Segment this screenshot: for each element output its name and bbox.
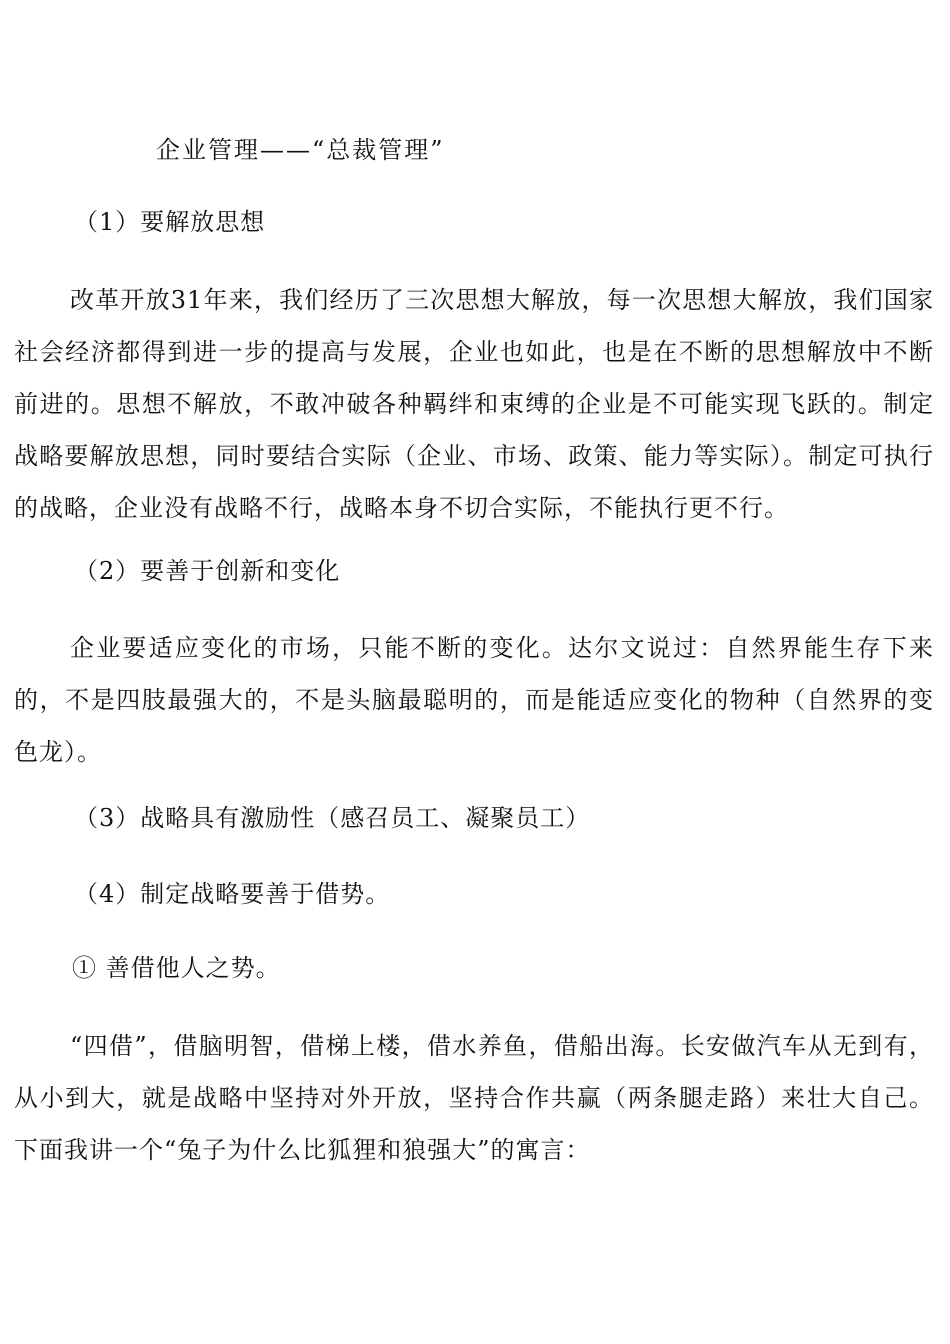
section-heading-4: （4）制定战略要善于借势。 [74, 880, 391, 908]
section-heading-1: （1）要解放思想 [74, 208, 266, 236]
paragraph-1: 改革开放31年来，我们经历了三次思想大解放，每一次思想大解放，我们国家社会经济都得到进一步的提高与发展，企业也如此，也是在不断的思想解放中不断前进的。思想不解放，不敢冲破各种羁绊和束缚的企业是不可能实现飞跃的。制定战略要解放思想，同时要结合实际（企业、市场、政策、能力等实际）。制定可执行的战略，企业没有战略不行，战略本身不切合实际，不能执行更不行。 [14, 286, 934, 522]
paragraph-2: 企业要适应变化的市场，只能不断的变化。达尔文说过：自然界能生存下来的，不是四肢最强大的，不是头脑最聪明的，而是能适应变化的物种（自然界的变色龙）。 [14, 634, 934, 766]
section-heading-3: （3）战略具有激励性（感召员工、凝聚员工） [74, 804, 591, 832]
section-heading-2: （2）要善于创新和变化 [74, 557, 341, 585]
document-title: 企业管理——“总裁管理” [156, 136, 445, 164]
paragraph-3: “四借”，借脑明智，借梯上楼，借水养鱼，借船出海。长安做汽车从无到有，从小到大，就是战略中坚持对外开放，坚持合作共赢（两条腿走路）来壮大自己。下面我讲一个“兔子为什么比狐狸和狼强大”的寓言： [14, 1032, 934, 1164]
sub-heading-1: ① 善借他人之势。 [72, 954, 281, 982]
